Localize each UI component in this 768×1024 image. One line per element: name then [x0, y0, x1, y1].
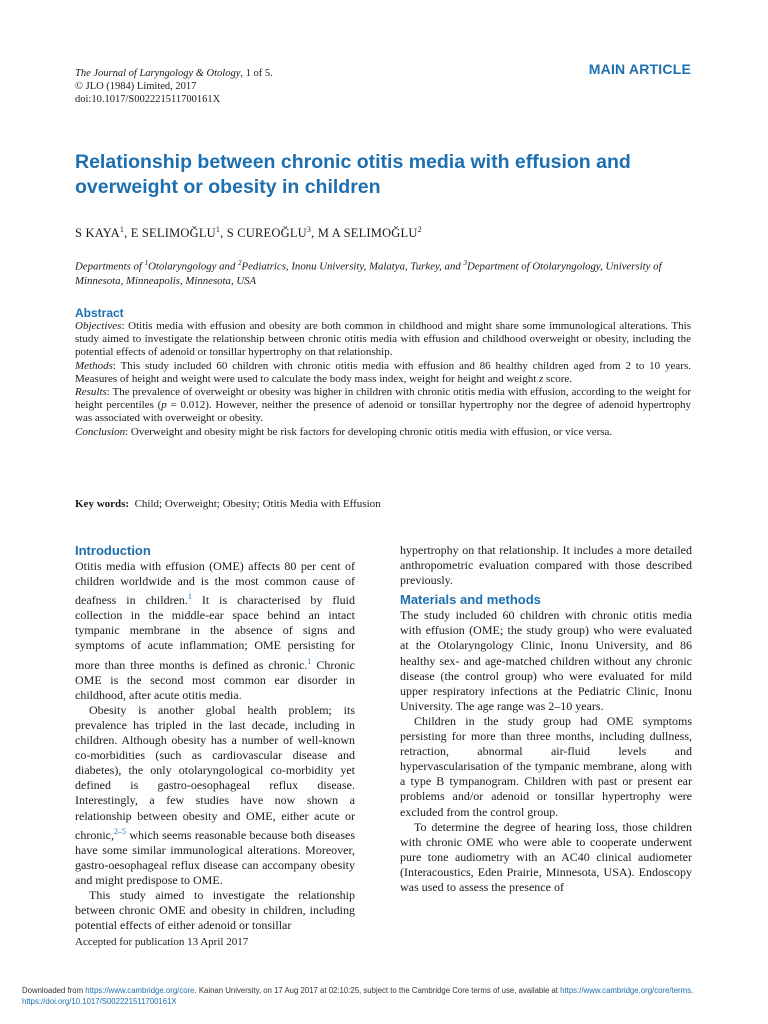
text-run: which seems reasonable because both diseases have some similar immunological alterations. Moreover, gastro-oesophageal reflux disease can accompany obesity and might predispose to OME.	[75, 827, 355, 887]
footer-text: . Kainan University, on 17 Aug 2017 at 02:10:25, subject to the Cambridge Core terms of use, available at	[194, 986, 561, 995]
keywords	[75, 498, 381, 510]
affil-part: Otolaryngology and	[148, 260, 239, 273]
z-symbol: z	[539, 372, 544, 385]
footer-text: Downloaded from	[22, 986, 86, 995]
text-run: Obesity is another global health problem; its prevalence has tripled in the last decade, including in children. Although obesity has a number of well-known co-morbidities (such as cardiovascular disease and diabetes), the only otolaryngological co-morbidity yet defined is gastro-oesophageal reflux disease. Interestingly, a few studies have now shown a relationship between obesity and OME, either acute or chronic,	[75, 702, 355, 842]
author-affil-mark: 1	[119, 225, 125, 234]
affiliations	[75, 256, 695, 288]
left-column	[75, 543, 355, 933]
terms-link[interactable]: https://www.cambridge.org/core/terms	[560, 986, 692, 995]
results-text: : The prevalence of overweight or obesity was higher in children with chronic otitis media with effusion, according to the weight for height percentiles (	[75, 386, 691, 412]
affil-prefix: Departments of	[75, 260, 145, 273]
methods-paragraph-2: Children in the study group had OME symptoms persisting for more than three months, including dullness, retraction, abnormal air-fluid levels and hypervascularisation of the tympanic membrane, along with a type B tympanogram. Children with past or present ear problems and/or adenoid or tonsillar hypertrophy were excluded from the control group.	[400, 713, 692, 819]
methods-label: Methods	[75, 359, 113, 372]
author-affil-mark: 1	[215, 225, 221, 234]
core-link[interactable]: https://www.cambridge.org/core	[85, 986, 195, 995]
affil-mark: 2	[238, 259, 242, 267]
author-name: S KAYA	[75, 226, 120, 241]
conclusion-label: Conclusion	[75, 425, 126, 438]
text-run: Chronic OME is the second most common ear disorder in childhood, after acute otitis media.	[75, 657, 355, 702]
affil-part: Department of Otolaryngology, University of Minnesota, Minneapolis, Minnesota, USA	[75, 260, 662, 287]
journal-header	[75, 67, 475, 106]
keywords-text: Child; Overweight; Obesity; Otitis Media with Effusion	[134, 498, 381, 510]
author-name: E SELIMOĞLU	[130, 226, 216, 241]
methods-text: : This study included 60 children with chronic otitis media with effusion and 86 healthy children aged from 2 to 10 years. Measures of height and weight were used to calculate the body mass index, weight for height and weight	[75, 359, 691, 385]
p-symbol: p	[161, 399, 167, 412]
keywords-label: Key words:	[75, 498, 130, 510]
journal-citation	[75, 67, 475, 80]
conclusion-text: : Overweight and obesity might be risk factors for developing chronic otitis media with effusion, or vice versa.	[125, 425, 613, 438]
abstract-results	[75, 386, 691, 426]
abstract-methods	[75, 360, 691, 386]
copyright-line: © JLO (1984) Limited, 2017	[75, 81, 197, 92]
methods-paragraph-1: The study included 60 children with chronic otitis media with effusion (OME; the study group) who were evaluated at the Otolaryngology Clinic, Inonu University, and 86 healthy sex- and age-matched children without any chronic disease (the control group) who were evaluated for mild upper respiratory infections at the Pediatric Clinic, Inonu University. The age range was 2–10 years.	[400, 608, 692, 713]
author-name: S CUREOĞLU	[226, 226, 307, 241]
intro-paragraph-3: This study aimed to investigate the relationship between chronic OME and obesity in children, including potential effects of either adenoid or tonsillar	[75, 887, 355, 933]
reference-link[interactable]: 1	[187, 592, 192, 602]
accepted-date: Accepted for publication 13 April 2017	[75, 936, 249, 948]
results-text-end: = 0.012). However, neither the presence of adenoid or tonsillar hypertrophy nor the degree of adenoid hypertrophy was associated with overweight or obesity.	[75, 399, 691, 425]
affil-part: Pediatrics, Inonu University, Malatya, Turkey, and	[241, 260, 464, 273]
objectives-text: : Otitis media with effusion and obesity are both common in childhood and might share some immunological alterations. This study aimed to investigate the relationship between chronic otitis media with effusion and childhood overweight or obesity, including the potential effects of adenoid or tonsillar hypertrophy on that relationship.	[75, 320, 691, 359]
methods-paragraph-3: To determine the degree of hearing loss, those children with chronic OME who were able to cooperate underwent pure tone audiometry with an AC40 clinical audiometer (Interacoustics, Eden Prairie, Minnesota, USA). Endoscopy was used to assess the presence of	[400, 819, 692, 894]
affil-mark: 1	[144, 259, 149, 267]
methods-text-end: score.	[543, 372, 573, 385]
abstract-conclusion	[75, 426, 691, 439]
author-list: S KAYA$^1$, E SELIMOĞLU$^1$, S CUREOĞLU$^3$, M A SELIMOĞLU$^2$	[75, 225, 422, 241]
intro-paragraph-2	[75, 703, 355, 888]
objectives-label: Objectives	[75, 320, 122, 332]
doi-link[interactable]: https://doi.org/10.1017/S002221511700161X	[22, 997, 177, 1006]
download-footer	[22, 985, 752, 1007]
footer-text: .	[691, 986, 694, 995]
page-info: , 1 of 5.	[240, 68, 273, 79]
reference-link[interactable]: 1	[307, 656, 312, 666]
article-type-label: MAIN ARTICLE	[588, 61, 691, 77]
abstract-objectives	[75, 320, 691, 360]
author-affil-mark: 2	[417, 225, 422, 234]
intro-continuation: hypertrophy on that relationship. It includes a more detailed anthropometric evaluation compared with those described previously.	[400, 543, 692, 588]
affil-mark: 3	[463, 259, 467, 267]
right-column	[400, 543, 692, 895]
introduction-heading: Introduction	[75, 543, 151, 558]
text-run: Otitis media with effusion (OME) affects 80 per cent of children worldwide and is the most common cause of deafness in children.	[75, 559, 355, 608]
author-name: M A SELIMOĞLU	[317, 226, 418, 241]
results-label: Results	[75, 386, 107, 399]
abstract-heading: Abstract	[75, 306, 124, 320]
intro-paragraph-1	[75, 559, 355, 703]
reference-link[interactable]: 2–5	[113, 826, 126, 836]
methods-heading: Materials and methods	[400, 592, 541, 608]
abstract	[75, 306, 691, 439]
journal-name: The Journal of Laryngology & Otology	[75, 68, 241, 79]
doi-line: doi:10.1017/S002221511700161X	[75, 94, 221, 105]
article-title: Relationship between chronic otitis media with effusion and overweight or obesity in children	[75, 151, 631, 198]
author-affil-mark: 3	[306, 225, 312, 234]
text-run: It is characterised by fluid collection in the middle-ear space behind an intact tympanic membrane in the absence of signs and symptoms of acute inflammation; OME persisting for more than three months is defined as chronic.	[75, 593, 355, 672]
